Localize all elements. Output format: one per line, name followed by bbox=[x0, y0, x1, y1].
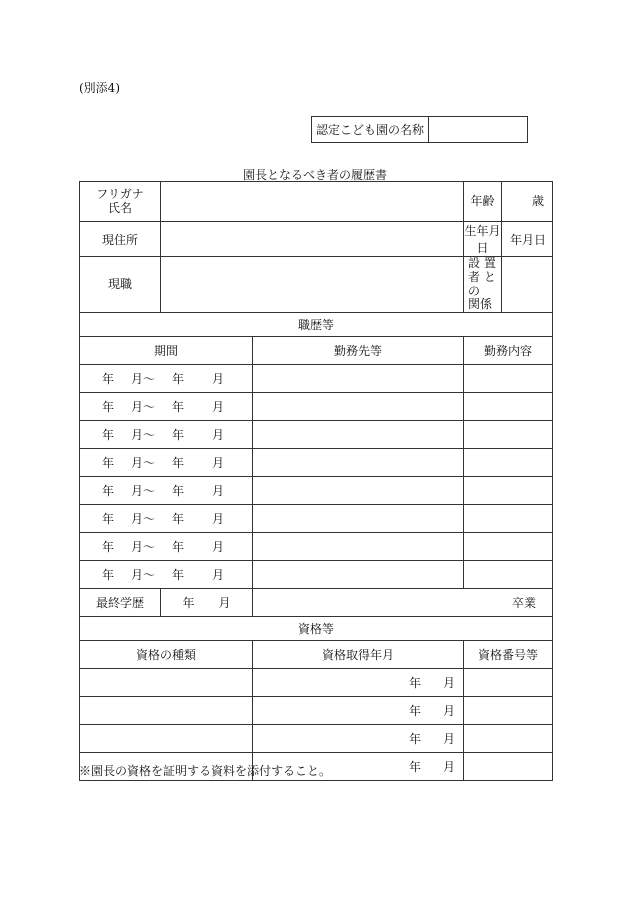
name-label-cell bbox=[80, 182, 161, 222]
age-field[interactable] bbox=[502, 182, 553, 222]
qualification-number-field[interactable] bbox=[464, 697, 553, 725]
qualification-row bbox=[80, 697, 553, 725]
career-row bbox=[80, 505, 553, 533]
period-year-to: 年 bbox=[172, 428, 185, 443]
career-content-field[interactable] bbox=[464, 421, 553, 449]
qualification-date-field[interactable] bbox=[253, 725, 464, 753]
career-col-content: 勤務内容 bbox=[464, 337, 553, 365]
period-month-to: 月 bbox=[212, 400, 225, 415]
period-month-to: 月 bbox=[212, 484, 225, 499]
career-content-field[interactable] bbox=[464, 505, 553, 533]
career-content-field[interactable] bbox=[464, 393, 553, 421]
address-label: 現住所 bbox=[80, 222, 161, 257]
birthdate-field[interactable] bbox=[502, 222, 553, 257]
qualification-year-unit: 年 bbox=[408, 704, 421, 719]
relation-label: 設 置 者 と の 関係 bbox=[464, 257, 502, 313]
age-label: 年齢 bbox=[464, 182, 502, 222]
period-year-from: 年 bbox=[102, 512, 115, 527]
graduated-label: 卒業 bbox=[512, 596, 537, 611]
qualification-year-unit: 年 bbox=[408, 760, 421, 775]
period-month-from: 月〜 bbox=[131, 484, 156, 499]
birth-month-unit: 月 bbox=[522, 232, 535, 247]
period-year-to: 年 bbox=[172, 456, 185, 471]
career-row bbox=[80, 533, 553, 561]
qualification-row bbox=[80, 669, 553, 697]
period-month-from: 月〜 bbox=[131, 512, 156, 527]
period-month-from: 月〜 bbox=[131, 428, 156, 443]
period-month-from: 月〜 bbox=[131, 372, 156, 387]
nursery-name-box bbox=[311, 116, 528, 143]
qualification-date-field[interactable] bbox=[253, 669, 464, 697]
period-year-from: 年 bbox=[102, 456, 115, 471]
education-school-field[interactable] bbox=[253, 589, 553, 617]
address-field[interactable] bbox=[161, 222, 464, 257]
period-month-from: 月〜 bbox=[131, 400, 156, 415]
period-month-to: 月 bbox=[212, 540, 225, 555]
career-content-field[interactable] bbox=[464, 449, 553, 477]
career-period-field[interactable] bbox=[80, 477, 253, 505]
name-label: 氏名 bbox=[107, 200, 132, 215]
birth-day-unit: 日 bbox=[534, 232, 547, 247]
name-field[interactable] bbox=[161, 182, 464, 222]
career-workplace-field[interactable] bbox=[253, 393, 464, 421]
period-month-from: 月〜 bbox=[131, 540, 156, 555]
qualification-date-field[interactable] bbox=[253, 697, 464, 725]
period-year-to: 年 bbox=[172, 540, 185, 555]
period-year-to: 年 bbox=[172, 568, 185, 583]
career-period-field[interactable] bbox=[80, 449, 253, 477]
period-year-to: 年 bbox=[172, 484, 185, 499]
career-period-field[interactable] bbox=[80, 393, 253, 421]
qualification-col-type: 資格の種類 bbox=[80, 641, 253, 669]
career-workplace-field[interactable] bbox=[253, 561, 464, 589]
career-period-field[interactable] bbox=[80, 533, 253, 561]
career-row bbox=[80, 449, 553, 477]
occupation-label: 現職 bbox=[80, 257, 161, 313]
career-workplace-field[interactable] bbox=[253, 477, 464, 505]
period-year-from: 年 bbox=[102, 484, 115, 499]
relation-field[interactable] bbox=[502, 257, 553, 313]
career-content-field[interactable] bbox=[464, 477, 553, 505]
period-year-from: 年 bbox=[102, 372, 115, 387]
birthdate-label: 生年月日 bbox=[464, 222, 502, 257]
period-year-to: 年 bbox=[172, 400, 185, 415]
career-col-period: 期間 bbox=[80, 337, 253, 365]
qualification-number-field[interactable] bbox=[464, 725, 553, 753]
period-month-to: 月 bbox=[212, 512, 225, 527]
qualification-type-field[interactable] bbox=[80, 697, 253, 725]
period-month-to: 月 bbox=[212, 372, 225, 387]
career-workplace-field[interactable] bbox=[253, 421, 464, 449]
career-row bbox=[80, 421, 553, 449]
qualification-row bbox=[80, 725, 553, 753]
qualification-number-field[interactable] bbox=[464, 753, 553, 781]
career-content-field[interactable] bbox=[464, 561, 553, 589]
qualification-type-field[interactable] bbox=[80, 669, 253, 697]
career-content-field[interactable] bbox=[464, 365, 553, 393]
furigana-label: フリガナ bbox=[96, 186, 144, 201]
qualification-month-unit: 月 bbox=[443, 732, 456, 747]
footnote: ※園長の資格を証明する資料を添付すること。 bbox=[79, 764, 332, 778]
period-year-from: 年 bbox=[102, 400, 115, 415]
qualification-col-number: 資格番号等 bbox=[464, 641, 553, 669]
education-month-unit: 月 bbox=[218, 596, 231, 611]
occupation-field[interactable] bbox=[161, 257, 464, 313]
period-month-to: 月 bbox=[212, 428, 225, 443]
education-date-field[interactable] bbox=[161, 589, 253, 617]
period-year-from: 年 bbox=[102, 540, 115, 555]
birth-year-unit: 年 bbox=[510, 232, 523, 247]
annex-label: (別添4) bbox=[79, 81, 120, 95]
qualification-number-field[interactable] bbox=[464, 669, 553, 697]
qualification-month-unit: 月 bbox=[443, 704, 456, 719]
career-row bbox=[80, 365, 553, 393]
career-workplace-field[interactable] bbox=[253, 365, 464, 393]
career-row bbox=[80, 561, 553, 589]
qualification-month-unit: 月 bbox=[443, 676, 456, 691]
period-year-from: 年 bbox=[102, 428, 115, 443]
career-period-field[interactable] bbox=[80, 421, 253, 449]
period-year-to: 年 bbox=[172, 512, 185, 527]
qualification-year-unit: 年 bbox=[408, 732, 421, 747]
career-row bbox=[80, 477, 553, 505]
period-month-to: 月 bbox=[212, 456, 225, 471]
education-year-unit: 年 bbox=[182, 596, 195, 611]
qualification-year-unit: 年 bbox=[408, 676, 421, 691]
career-content-field[interactable] bbox=[464, 533, 553, 561]
nursery-name-label: 認定こども園の名称 bbox=[312, 117, 429, 142]
nursery-name-field[interactable] bbox=[429, 117, 527, 142]
resume-form bbox=[79, 181, 553, 781]
period-month-from: 月〜 bbox=[131, 456, 156, 471]
career-col-workplace: 勤務先等 bbox=[253, 337, 464, 365]
career-workplace-field[interactable] bbox=[253, 449, 464, 477]
career-period-field[interactable] bbox=[80, 505, 253, 533]
period-month-from: 月〜 bbox=[131, 568, 156, 583]
career-period-field[interactable] bbox=[80, 561, 253, 589]
career-row bbox=[80, 393, 553, 421]
education-label: 最終学歴 bbox=[80, 589, 161, 617]
document-title: 園長となるべき者の履歴書 bbox=[242, 168, 387, 182]
period-year-to: 年 bbox=[172, 372, 185, 387]
period-month-to: 月 bbox=[212, 568, 225, 583]
period-year-from: 年 bbox=[102, 568, 115, 583]
career-period-field[interactable] bbox=[80, 365, 253, 393]
qualification-section-title: 資格等 bbox=[80, 617, 553, 641]
qualification-col-date: 資格取得年月 bbox=[253, 641, 464, 669]
age-unit: 歳 bbox=[532, 193, 545, 208]
career-section-title: 職歴等 bbox=[80, 313, 553, 337]
career-workplace-field[interactable] bbox=[253, 505, 464, 533]
qualification-month-unit: 月 bbox=[443, 760, 456, 775]
qualification-type-field[interactable] bbox=[80, 725, 253, 753]
career-workplace-field[interactable] bbox=[253, 533, 464, 561]
